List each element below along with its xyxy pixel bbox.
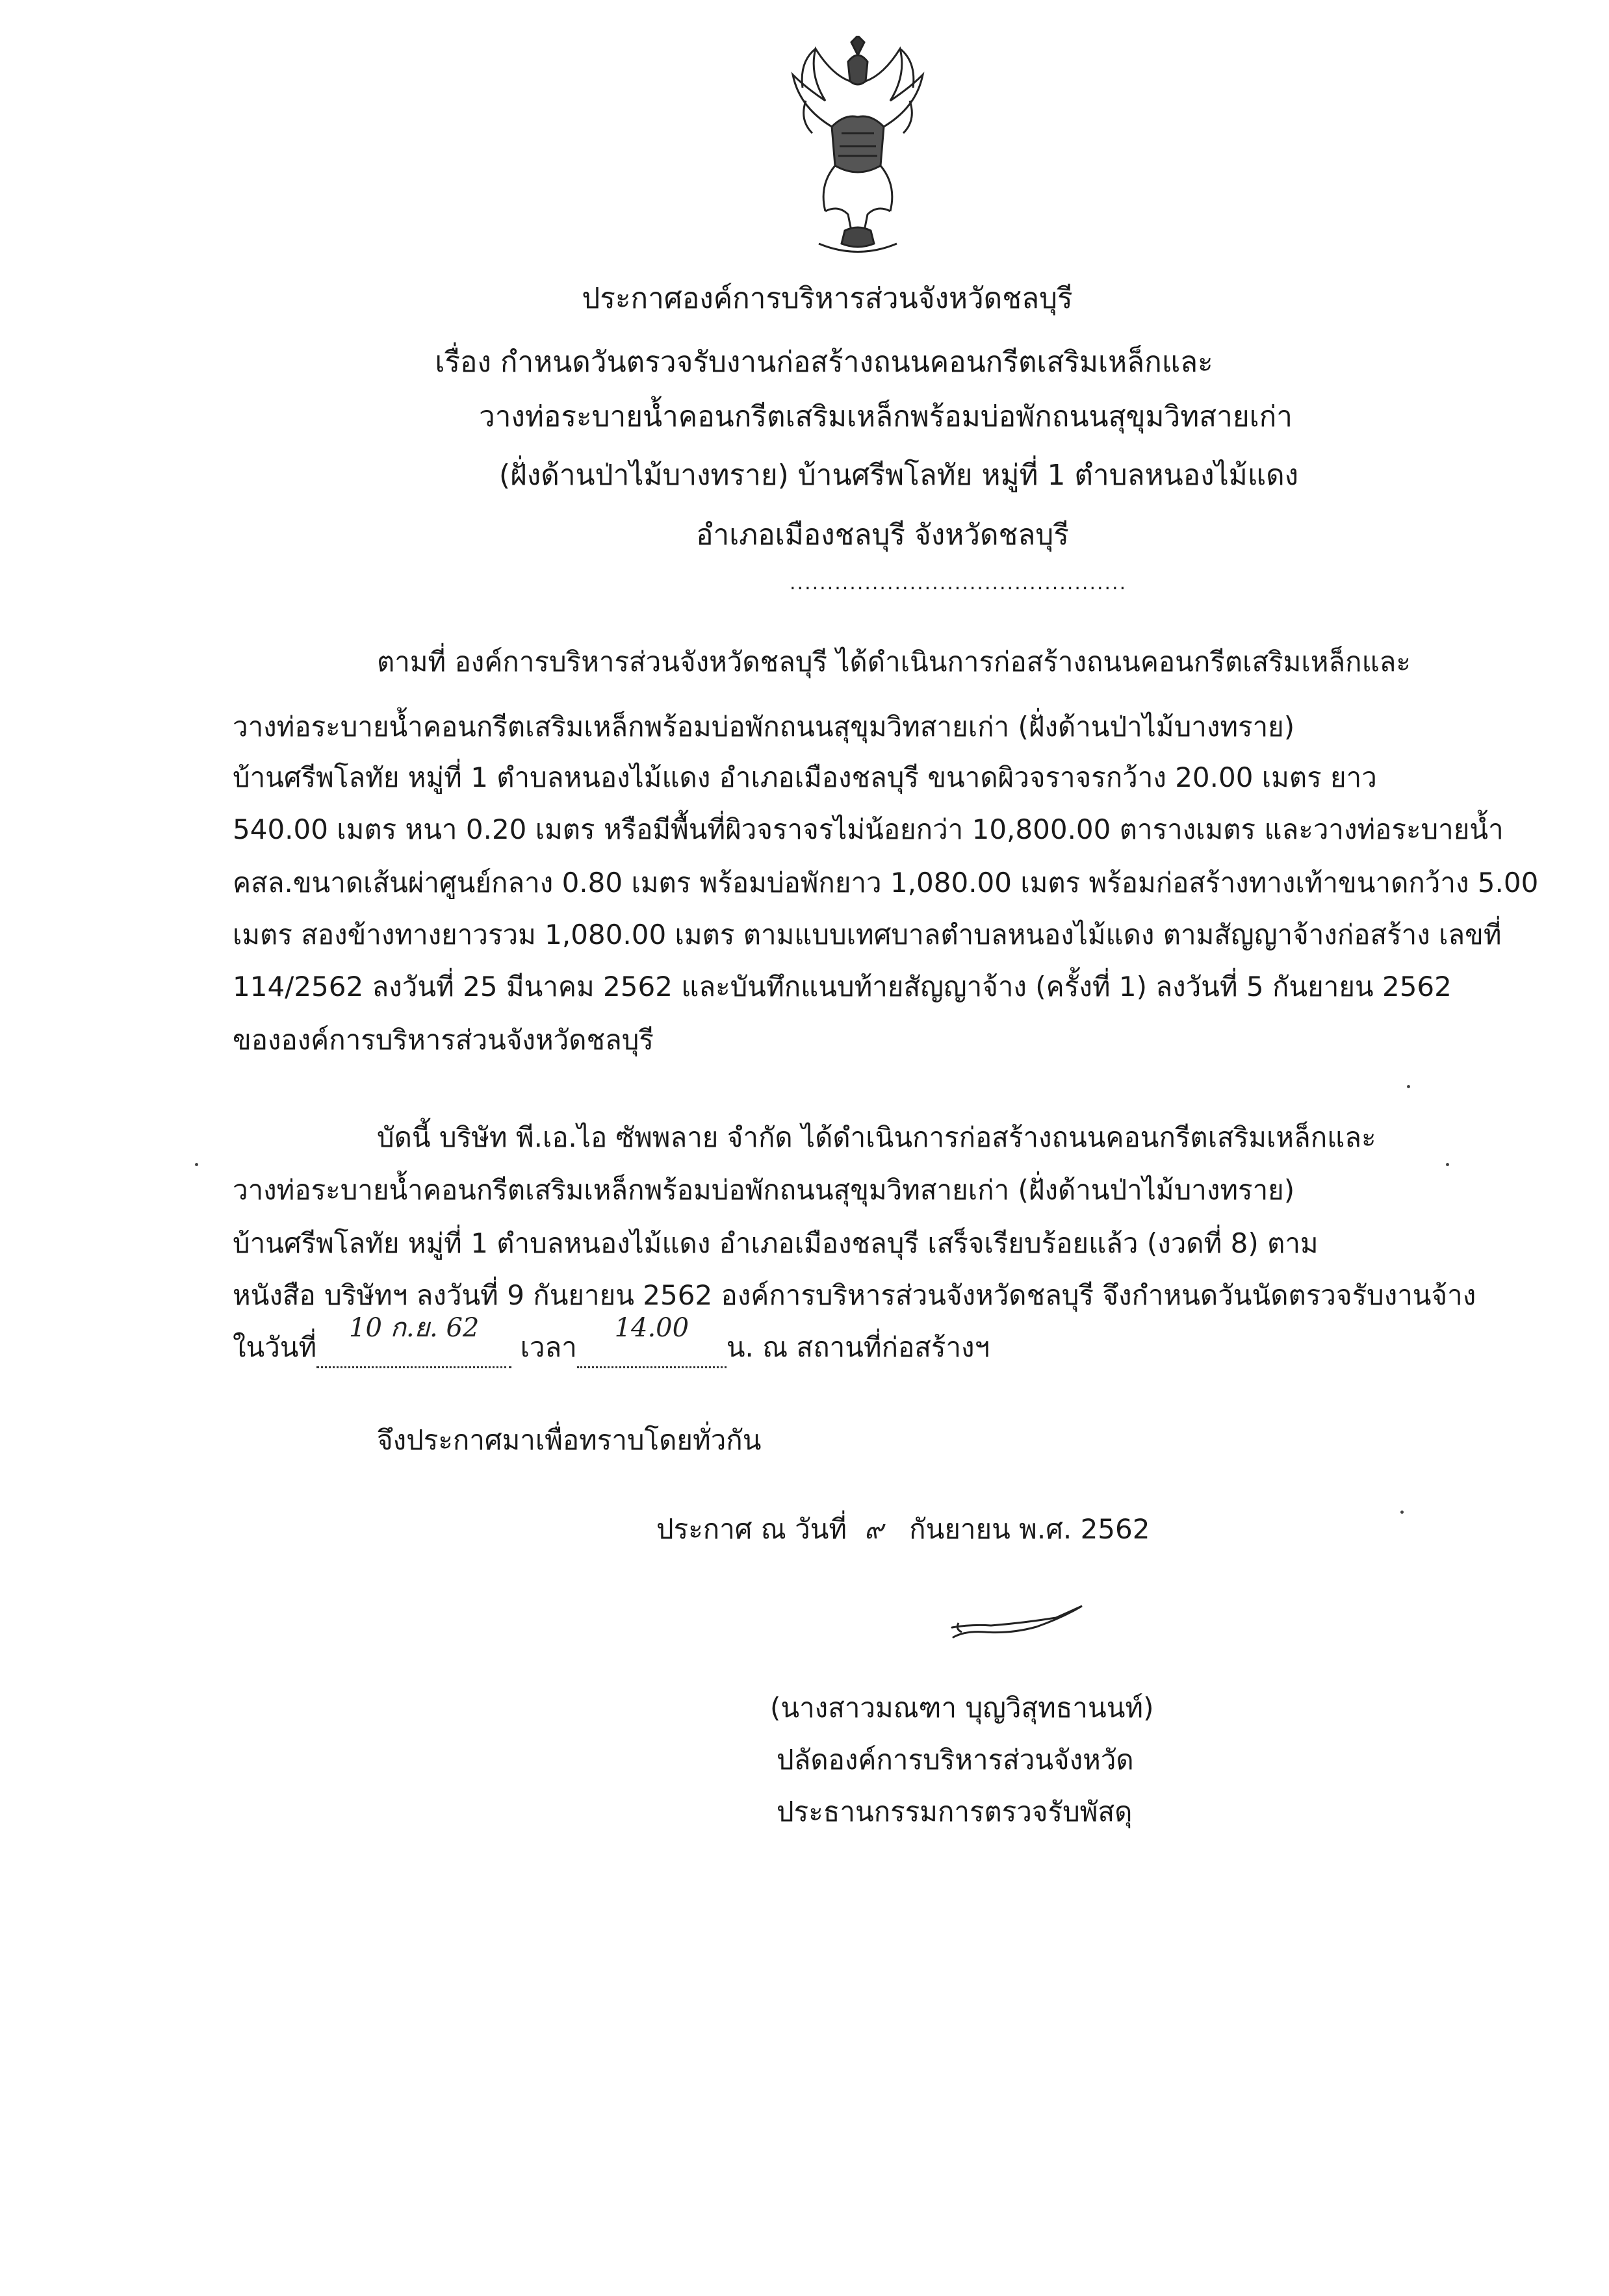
handwritten-date: 10 ก.ย. 62 <box>349 1313 480 1343</box>
signatory-position: ปลัดองค์การบริหารส่วนจังหวัด <box>777 1744 1134 1776</box>
scan-speck <box>1407 1085 1410 1088</box>
paragraph1-line: ตามที่ องค์การบริหารส่วนจังหวัดชลบุรี ได้ดำเนินการก่อสร้างถนนคอนกรีตเสริมเหล็กและ <box>377 646 1411 678</box>
appointment-suffix: น. ณ สถานที่ก่อสร้างฯ <box>726 1331 990 1363</box>
paragraph1-line: 540.00 เมตร หนา 0.20 เมตร หรือมีพื้นที่ผิวจราจรไม่น้อยกว่า 10,800.00 ตารางเมตร และวางท่อระบายน้ำ <box>233 813 1504 845</box>
garuda-emblem <box>754 36 962 260</box>
signatory-committee-role: ประธานกรรมการตรวจรับพัสดุ <box>777 1796 1133 1828</box>
scan-speck <box>195 1163 198 1166</box>
paragraph1-line: บ้านศรีพโลทัย หมู่ที่ 1 ตำบลหนองไม้แดง อำเภอเมืองชลบุรี ขนาดผิวจราจรกว้าง 20.00 เมตร ยาว <box>233 761 1377 793</box>
handwritten-signature <box>946 1598 1095 1644</box>
announce-date-suffix: กันยายน พ.ศ. 2562 <box>909 1513 1150 1545</box>
paragraph1-line: ขององค์การบริหารส่วนจังหวัดชลบุรี <box>233 1024 654 1056</box>
paragraph1-line: 114/2562 ลงวันที่ 25 มีนาคม 2562 และบันทึกแนบท้ายสัญญาจ้าง (ครั้งที่ 1) ลงวันที่ 5 กันยายน 2562 <box>233 971 1452 1002</box>
appointment-line <box>233 1313 990 1368</box>
paragraph2-line: บัดนี้ บริษัท พี.เอ.ไอ ซัพพลาย จำกัด ได้ดำเนินการก่อสร้างถนนคอนกรีตเสริมเหล็กและ <box>377 1121 1376 1153</box>
paragraph2-line: บ้านศรีพโลทัย หมู่ที่ 1 ตำบลหนองไม้แดง อำเภอเมืองชลบุรี เสร็จเรียบร้อยแล้ว (งวดที่ 8) ตาม <box>233 1227 1319 1259</box>
scan-speck <box>1400 1511 1404 1514</box>
paragraph1-line: เมตร สองข้างทางยาวรวม 1,080.00 เมตร ตามแบบเทศบาลตำบลหนองไม้แดง ตามสัญญาจ้างก่อสร้าง เลขที่ <box>233 919 1502 950</box>
paragraph1-line: คสล.ขนาดเส้นผ่าศูนย์กลาง 0.80 เมตร พร้อมบ่อพักยาว 1,080.00 เมตร พร้อมก่อสร้างทางเท้าขนาดกว้าง 5.00 <box>233 867 1539 899</box>
subject-line-1: เรื่อง กำหนดวันตรวจรับงานก่อสร้างถนนคอนกรีตเสริมเหล็กและ <box>435 346 1213 379</box>
scan-speck <box>1446 1163 1449 1166</box>
subject-line-3: (ฝั่งด้านป่าไม้บางทราย) บ้านศรีพโลทัย หมู่ที่ 1 ตำบลหนองไม้แดง <box>498 459 1299 492</box>
paragraph2-line: หนังสือ บริษัทฯ ลงวันที่ 9 กันยายน 2562 องค์การบริหารส่วนจังหวัดชลบุรี จึงกำหนดวันนัดตรวจรับงานจ้าง <box>233 1279 1476 1311</box>
appointment-time-field <box>577 1313 727 1368</box>
appointment-date-field <box>316 1313 511 1368</box>
handwritten-day: ๙ <box>864 1515 884 1545</box>
paragraph2-line: วางท่อระบายน้ำคอนกรีตเสริมเหล็กพร้อมบ่อพักถนนสุขุมวิทสายเก่า (ฝั่งด้านป่าไม้บางทราย) <box>233 1174 1295 1206</box>
announce-date-line <box>656 1511 1150 1549</box>
signatory-name: (นางสาวมณฑา บุญวิสุทธานนท์) <box>770 1692 1154 1724</box>
time-label: เวลา <box>520 1331 577 1363</box>
subject-line-4: อำเภอเมืองชลบุรี จังหวัดชลบุรี <box>696 518 1069 552</box>
appointment-prefix: ในวันที่ <box>233 1331 317 1363</box>
handwritten-time: 14.00 <box>614 1313 689 1343</box>
announcement-title: ประกาศองค์การบริหารส่วนจังหวัดชลบุรี <box>582 282 1073 315</box>
subject-line-2: วางท่อระบายน้ำคอนกรีตเสริมเหล็กพร้อมบ่อพักถนนสุขุมวิทสายเก่า <box>478 400 1293 433</box>
paragraph1-line: วางท่อระบายน้ำคอนกรีตเสริมเหล็กพร้อมบ่อพักถนนสุขุมวิทสายเก่า (ฝั่งด้านป่าไม้บางทราย) <box>233 711 1295 743</box>
closing-statement: จึงประกาศมาเพื่อทราบโดยทั่วกัน <box>377 1424 762 1456</box>
header-divider: ............................................. <box>790 572 1127 594</box>
announce-date-prefix: ประกาศ ณ วันที่ <box>656 1513 847 1545</box>
